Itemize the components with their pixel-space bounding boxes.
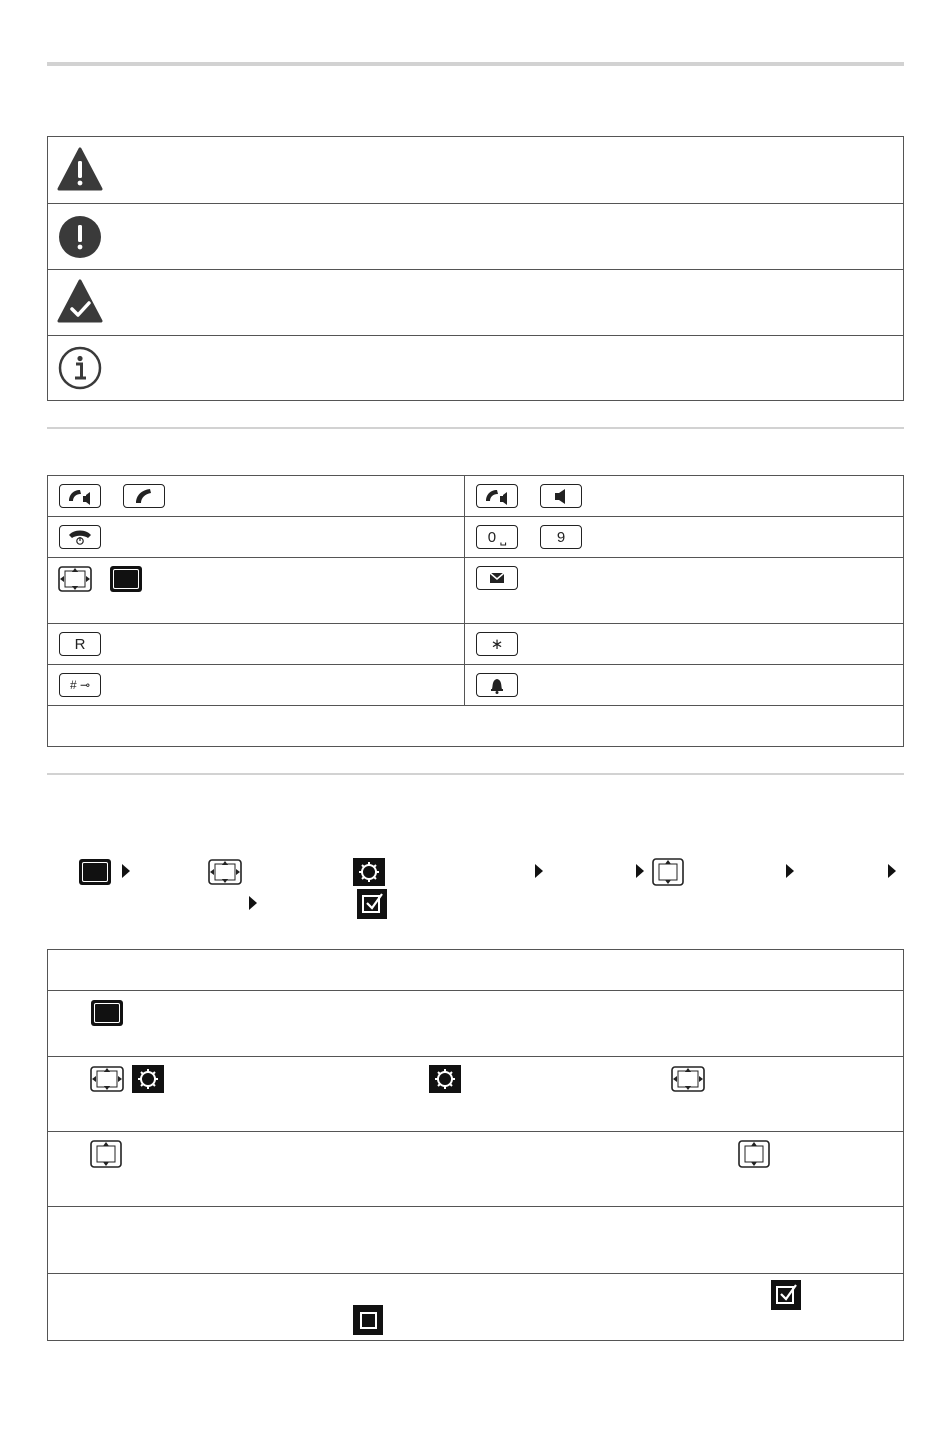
control-key-icon <box>208 859 242 885</box>
arrow-icon <box>636 864 644 878</box>
column-divider <box>464 624 465 664</box>
notice-row-tip <box>48 270 903 336</box>
control-updown-icon <box>90 1140 122 1168</box>
recall-key <box>59 632 101 656</box>
step-row-5 <box>48 1207 903 1274</box>
speaker-key <box>540 484 582 508</box>
talk-key <box>123 484 165 508</box>
column-divider <box>464 517 465 557</box>
important-icon <box>58 215 102 259</box>
control-updown-icon <box>652 858 684 886</box>
arrow-icon <box>786 864 794 878</box>
checkbox-empty-icon <box>353 1305 383 1335</box>
key-row-3 <box>48 558 903 624</box>
settings-key-icon <box>132 1065 164 1093</box>
key-table <box>47 475 904 747</box>
arrow-icon <box>888 864 896 878</box>
settings-key-icon <box>353 858 385 886</box>
info-icon <box>58 346 102 390</box>
ringer-key <box>476 673 518 697</box>
digit-key-0-label: 0 ⎵ <box>487 528 507 546</box>
control-key-icon <box>90 1066 124 1092</box>
column-divider <box>464 665 465 705</box>
digit-key-9 <box>540 525 582 549</box>
key-row-1 <box>48 476 903 517</box>
step-row-3 <box>48 1057 903 1132</box>
section-rule-2 <box>47 773 904 775</box>
key-row-5 <box>48 665 903 706</box>
display-key-icon <box>91 1000 123 1026</box>
notice-row-warning <box>48 137 903 204</box>
tip-icon <box>57 279 103 325</box>
column-divider <box>464 476 465 516</box>
control-key-icon <box>58 566 92 592</box>
star-key-label: ∗ <box>490 636 504 653</box>
checkbox-checked-icon <box>771 1280 801 1310</box>
key-row-4 <box>48 624 903 665</box>
hash-lock-key-label: # ⊸ <box>69 678 91 692</box>
key-row-6 <box>48 706 903 746</box>
talk-handsfree-key-right <box>476 484 518 508</box>
arrow-icon <box>122 864 130 878</box>
key-row-2 <box>48 517 903 558</box>
step-row-4 <box>48 1132 903 1207</box>
step-row-6 <box>48 1274 903 1340</box>
warning-icon <box>57 147 103 193</box>
step-row-1 <box>48 950 903 991</box>
message-key <box>476 566 518 590</box>
digit-key-0 <box>476 525 518 549</box>
arrow-icon <box>249 896 257 910</box>
hash-lock-key <box>59 673 101 697</box>
header-rule <box>47 62 904 66</box>
notice-row-important <box>48 204 903 270</box>
arrow-icon <box>535 864 543 878</box>
display-key-icon <box>110 566 142 592</box>
column-divider <box>464 558 465 623</box>
star-key <box>476 632 518 656</box>
control-updown-icon <box>738 1140 770 1168</box>
notice-row-info <box>48 336 903 400</box>
talk-handsfree-key <box>59 484 101 508</box>
recall-key-label: R <box>74 635 86 653</box>
settings-key-icon <box>429 1065 461 1093</box>
digit-key-9-label: 9 <box>556 528 566 546</box>
end-power-key <box>59 525 101 549</box>
section-rule-1 <box>47 427 904 429</box>
notice-table <box>47 136 904 401</box>
step-row-2 <box>48 991 903 1057</box>
step-table <box>47 949 904 1341</box>
display-key-icon <box>79 859 111 885</box>
control-key-icon <box>671 1066 705 1092</box>
checkbox-checked-icon <box>357 889 387 919</box>
